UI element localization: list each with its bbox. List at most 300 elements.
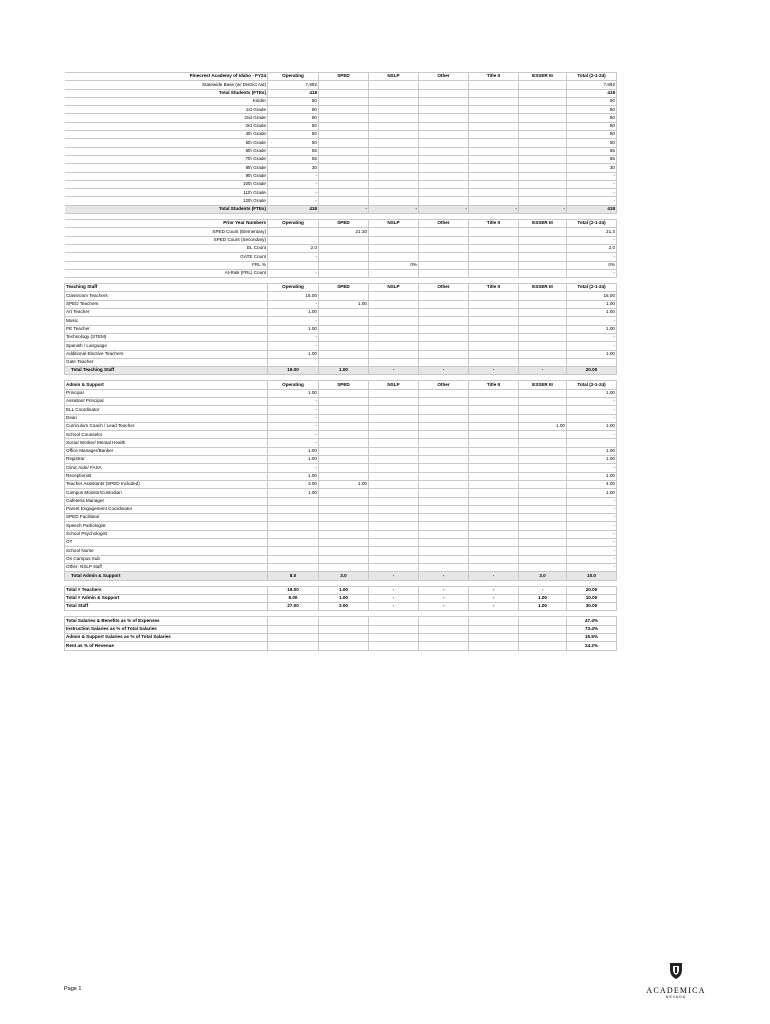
value-cell: -	[268, 422, 319, 430]
value-cell	[369, 480, 419, 488]
total-value: -	[519, 367, 567, 375]
row-label: Additional Elective Teachers	[65, 350, 268, 358]
summary-value: 30.00	[567, 603, 617, 611]
value-cell	[419, 456, 469, 464]
value-cell	[419, 292, 469, 300]
row-label: Technology (STEM)	[65, 333, 268, 341]
value-cell	[319, 261, 369, 269]
column-header: Title II	[469, 220, 519, 228]
value-cell	[469, 189, 519, 197]
row-label: Clinic Aide/ FASA	[65, 464, 268, 472]
value-cell: 50	[268, 97, 319, 105]
value-cell	[419, 342, 469, 350]
row-label: Art Teacher	[65, 309, 268, 317]
summary-value: -	[419, 594, 469, 602]
table-row	[65, 106, 617, 114]
row-label: 5th Grade	[65, 139, 268, 147]
row-label: Principal	[65, 389, 268, 397]
summary-value: 27.00	[268, 603, 319, 611]
empty-cell	[369, 642, 419, 650]
value-cell	[519, 389, 567, 397]
value-cell: -	[268, 317, 319, 325]
value-cell	[419, 139, 469, 147]
value-cell	[519, 505, 567, 513]
value-cell	[268, 522, 319, 530]
value-cell	[319, 269, 369, 277]
value-cell: 1.00	[567, 309, 617, 317]
summary-value: 1.00	[319, 594, 369, 602]
column-header: Operating	[268, 381, 319, 389]
value-cell	[519, 431, 567, 439]
value-cell: 1.00	[268, 350, 319, 358]
value-cell	[519, 414, 567, 422]
value-cell: 7,692	[567, 81, 617, 89]
table-row	[65, 563, 617, 571]
value-cell: 50	[268, 122, 319, 130]
value-cell	[319, 555, 369, 563]
value-cell	[519, 539, 567, 547]
summary-label: Total Staff	[65, 603, 268, 611]
summary-value: 2.00	[319, 603, 369, 611]
column-header: NSLP	[369, 284, 419, 292]
column-header: SPED	[319, 220, 369, 228]
academica-logo	[643, 962, 709, 999]
value-cell	[319, 489, 369, 497]
row-label: SPED Count (Secondary)	[65, 236, 268, 244]
column-header: ESSER III	[519, 284, 567, 292]
value-cell	[319, 172, 369, 180]
value-cell	[469, 447, 519, 455]
value-cell: -	[567, 464, 617, 472]
value-cell: 30	[268, 164, 319, 172]
value-cell	[419, 389, 469, 397]
row-label: 2nd Grade	[65, 114, 268, 122]
value-cell	[419, 563, 469, 571]
value-cell: 21.3	[567, 228, 617, 236]
value-cell: 1.00	[567, 489, 617, 497]
value-cell	[419, 464, 469, 472]
row-label: 8th Grade	[65, 164, 268, 172]
value-cell	[419, 244, 469, 252]
value-cell	[369, 547, 419, 555]
value-cell: -	[419, 205, 469, 213]
value-cell: 1.00	[268, 309, 319, 317]
summary-value: 1.00	[519, 603, 567, 611]
value-cell: 50	[268, 139, 319, 147]
value-cell	[369, 530, 419, 538]
ratio-row	[65, 634, 617, 642]
value-cell: -	[268, 180, 319, 188]
value-cell	[319, 539, 369, 547]
value-cell	[469, 522, 519, 530]
value-cell	[469, 397, 519, 405]
value-cell	[419, 522, 469, 530]
value-cell	[319, 147, 369, 155]
value-cell	[369, 439, 419, 447]
value-cell	[319, 114, 369, 122]
value-cell: -	[268, 333, 319, 341]
value-cell: 1.00	[519, 422, 567, 430]
table-row	[65, 358, 617, 366]
value-cell	[319, 317, 369, 325]
value-cell: -	[567, 505, 617, 513]
value-cell	[369, 147, 419, 155]
value-cell: -	[519, 205, 567, 213]
summary-value: -	[419, 586, 469, 594]
value-cell	[519, 131, 567, 139]
column-header: NSLP	[369, 73, 419, 81]
value-cell	[319, 414, 369, 422]
staffing-sheet	[64, 72, 616, 651]
value-cell: -	[567, 236, 617, 244]
summary-value: -	[469, 586, 519, 594]
value-cell	[519, 397, 567, 405]
value-cell	[319, 81, 369, 89]
empty-cell	[319, 642, 369, 650]
value-cell: -	[567, 269, 617, 277]
value-cell	[469, 497, 519, 505]
value-cell	[469, 489, 519, 497]
ratio-label: Instruction Salaries as % of Total Salaries	[65, 625, 268, 633]
value-cell: -	[268, 300, 319, 308]
table-row	[65, 439, 617, 447]
value-cell	[519, 180, 567, 188]
value-cell	[519, 197, 567, 205]
row-label: 10th Grade	[65, 180, 268, 188]
value-cell	[369, 464, 419, 472]
value-cell	[419, 480, 469, 488]
table-row	[65, 325, 617, 333]
table-row	[65, 431, 617, 439]
table-row	[65, 236, 617, 244]
ratio-value: 47.4%	[567, 617, 617, 625]
row-label: At-Risk (FRL) Count	[65, 269, 268, 277]
value-cell	[319, 472, 369, 480]
value-cell	[519, 439, 567, 447]
total-label: Total Teaching Staff	[65, 367, 268, 375]
value-cell	[469, 439, 519, 447]
value-cell	[469, 147, 519, 155]
row-label: Total Students (FTEs)	[65, 205, 268, 213]
value-cell	[469, 325, 519, 333]
summary-value: 1.00	[319, 586, 369, 594]
value-cell	[369, 342, 419, 350]
empty-cell	[319, 617, 369, 625]
value-cell	[469, 172, 519, 180]
table-row	[65, 81, 617, 89]
row-label: 7th Grade	[65, 155, 268, 163]
value-cell: 50	[567, 114, 617, 122]
value-cell	[319, 547, 369, 555]
value-cell	[519, 261, 567, 269]
value-cell: -	[469, 205, 519, 213]
value-cell	[268, 228, 319, 236]
value-cell	[567, 358, 617, 366]
total-value: 3.0	[319, 572, 369, 580]
value-cell: -	[567, 563, 617, 571]
row-label: 12th Grade	[65, 197, 268, 205]
column-header: NSLP	[369, 220, 419, 228]
value-cell: 55	[268, 155, 319, 163]
table-row	[65, 114, 617, 122]
row-label: FRL %	[65, 261, 268, 269]
value-cell	[519, 489, 567, 497]
value-cell	[268, 530, 319, 538]
value-cell	[369, 139, 419, 147]
value-cell	[319, 236, 369, 244]
table-row	[65, 464, 617, 472]
value-cell	[369, 350, 419, 358]
value-cell	[519, 447, 567, 455]
value-cell	[319, 292, 369, 300]
ratio-value: 16.5%	[567, 634, 617, 642]
value-cell	[519, 114, 567, 122]
value-cell	[319, 397, 369, 405]
table-row	[65, 333, 617, 341]
value-cell	[369, 325, 419, 333]
value-cell: -	[567, 547, 617, 555]
table-row	[65, 480, 617, 488]
value-cell	[268, 563, 319, 571]
value-cell: 1.00	[567, 472, 617, 480]
value-cell	[319, 253, 369, 261]
value-cell	[519, 97, 567, 105]
value-cell: 1.00	[567, 447, 617, 455]
row-label: Total Students (FTEs)	[65, 89, 268, 97]
value-cell	[519, 292, 567, 300]
value-cell	[419, 555, 469, 563]
row-label: Statewide Base (w/ District Aid)	[65, 81, 268, 89]
value-cell: 1.00	[319, 480, 369, 488]
section-title: Teaching Staff	[65, 284, 268, 292]
value-cell	[469, 431, 519, 439]
value-cell: 418	[268, 89, 319, 97]
value-cell: -	[567, 333, 617, 341]
summary-row	[65, 594, 617, 602]
row-label: Dean	[65, 414, 268, 422]
value-cell	[419, 106, 469, 114]
value-cell	[469, 309, 519, 317]
value-cell: 55	[567, 155, 617, 163]
value-cell	[319, 189, 369, 197]
row-label: GATE Count	[65, 253, 268, 261]
value-cell	[469, 464, 519, 472]
value-cell	[268, 514, 319, 522]
empty-cell	[268, 634, 319, 642]
value-cell	[369, 106, 419, 114]
value-cell	[369, 97, 419, 105]
value-cell	[419, 122, 469, 130]
value-cell	[319, 97, 369, 105]
value-cell	[469, 300, 519, 308]
column-header: Operating	[268, 284, 319, 292]
value-cell	[268, 555, 319, 563]
table-row	[65, 261, 617, 269]
value-cell	[268, 505, 319, 513]
summary-value: -	[369, 586, 419, 594]
value-cell: -	[268, 172, 319, 180]
table-row	[65, 539, 617, 547]
total-label: Total Admin & Support	[65, 572, 268, 580]
value-cell	[469, 131, 519, 139]
value-cell	[469, 555, 519, 563]
value-cell	[469, 505, 519, 513]
value-cell: -	[567, 342, 617, 350]
value-cell	[519, 317, 567, 325]
value-cell: 50	[567, 122, 617, 130]
value-cell: 2.0	[567, 244, 617, 252]
value-cell	[469, 164, 519, 172]
value-cell: 16.00	[268, 292, 319, 300]
section-title: Pinecrest Academy of Idaho - FY24	[65, 73, 268, 81]
value-cell	[369, 333, 419, 341]
value-cell	[369, 197, 419, 205]
value-cell	[469, 180, 519, 188]
ratio-value: 73.4%	[567, 625, 617, 633]
table-row	[65, 505, 617, 513]
value-cell	[369, 189, 419, 197]
value-cell	[519, 106, 567, 114]
value-cell	[419, 406, 469, 414]
value-cell: -	[567, 189, 617, 197]
column-header: ESSER III	[519, 220, 567, 228]
value-cell	[419, 350, 469, 358]
total-value: 1.00	[319, 367, 369, 375]
value-cell	[519, 228, 567, 236]
summary-row	[65, 603, 617, 611]
value-cell	[268, 261, 319, 269]
ratio-label: Rent as % of Revenue	[65, 642, 268, 650]
value-cell	[369, 131, 419, 139]
section-header-row	[65, 73, 617, 81]
summary-value: 10.00	[567, 594, 617, 602]
value-cell	[419, 228, 469, 236]
total-row	[65, 367, 617, 375]
value-cell	[519, 139, 567, 147]
value-cell	[419, 97, 469, 105]
value-cell	[519, 122, 567, 130]
value-cell	[369, 236, 419, 244]
value-cell: 16.00	[567, 292, 617, 300]
column-header: NSLP	[369, 381, 419, 389]
value-cell	[469, 197, 519, 205]
table-row	[65, 342, 617, 350]
value-cell	[268, 539, 319, 547]
value-cell: 50	[567, 131, 617, 139]
total-value: -	[419, 367, 469, 375]
value-cell	[469, 547, 519, 555]
value-cell: 4.00	[567, 480, 617, 488]
table-row	[65, 164, 617, 172]
value-cell	[369, 358, 419, 366]
total-value: 10.0	[567, 572, 617, 580]
value-cell	[319, 464, 369, 472]
empty-cell	[519, 625, 567, 633]
column-header: ESSER III	[519, 381, 567, 389]
table-row	[65, 406, 617, 414]
row-label: School Counselor	[65, 431, 268, 439]
value-cell: -	[567, 522, 617, 530]
total-row	[65, 572, 617, 580]
value-cell	[419, 172, 469, 180]
value-cell	[519, 325, 567, 333]
value-cell: -	[369, 205, 419, 213]
row-label: Other: NSLP staff	[65, 563, 268, 571]
table-row	[65, 269, 617, 277]
value-cell	[369, 228, 419, 236]
value-cell	[369, 114, 419, 122]
value-cell: -	[268, 189, 319, 197]
column-header: Other	[419, 73, 469, 81]
table-row	[65, 180, 617, 188]
value-cell	[519, 269, 567, 277]
value-cell: -	[567, 197, 617, 205]
table-row	[65, 205, 617, 213]
value-cell	[419, 333, 469, 341]
value-cell	[369, 89, 419, 97]
value-cell: -	[567, 514, 617, 522]
value-cell: -	[268, 414, 319, 422]
row-label: 1st Grade	[65, 106, 268, 114]
ratio-value: 24.2%	[567, 642, 617, 650]
row-label: 11th Grade	[65, 189, 268, 197]
total-value: -	[369, 572, 419, 580]
value-cell	[469, 350, 519, 358]
table-row	[65, 97, 617, 105]
value-cell	[369, 422, 419, 430]
row-label: Teacher Assistants (SPED Included)	[65, 480, 268, 488]
value-cell	[319, 497, 369, 505]
row-label: Music	[65, 317, 268, 325]
value-cell	[369, 300, 419, 308]
value-cell	[419, 197, 469, 205]
value-cell	[419, 358, 469, 366]
value-cell: 3.00	[268, 480, 319, 488]
value-cell	[419, 414, 469, 422]
value-cell	[419, 147, 469, 155]
value-cell	[419, 489, 469, 497]
value-cell	[319, 342, 369, 350]
value-cell: 418	[268, 205, 319, 213]
value-cell: 50	[567, 139, 617, 147]
value-cell: -	[268, 406, 319, 414]
value-cell: -	[567, 406, 617, 414]
value-cell: 55	[567, 147, 617, 155]
value-cell	[469, 342, 519, 350]
value-cell	[419, 300, 469, 308]
value-cell: 1.00	[268, 389, 319, 397]
value-cell	[519, 89, 567, 97]
value-cell	[369, 456, 419, 464]
table-row	[65, 414, 617, 422]
summary-value: 19.00	[268, 586, 319, 594]
empty-cell	[419, 642, 469, 650]
empty-cell	[319, 634, 369, 642]
value-cell	[567, 439, 617, 447]
table-row	[65, 447, 617, 455]
value-cell	[519, 555, 567, 563]
value-cell	[319, 563, 369, 571]
value-cell: 1.00	[567, 389, 617, 397]
summary-label: Total # Teachers	[65, 586, 268, 594]
value-cell	[419, 397, 469, 405]
empty-cell	[369, 617, 419, 625]
value-cell	[369, 317, 419, 325]
row-label: SPED Count (Elementary)	[65, 228, 268, 236]
total-value: 3.0	[519, 572, 567, 580]
table-row	[65, 228, 617, 236]
value-cell	[369, 389, 419, 397]
